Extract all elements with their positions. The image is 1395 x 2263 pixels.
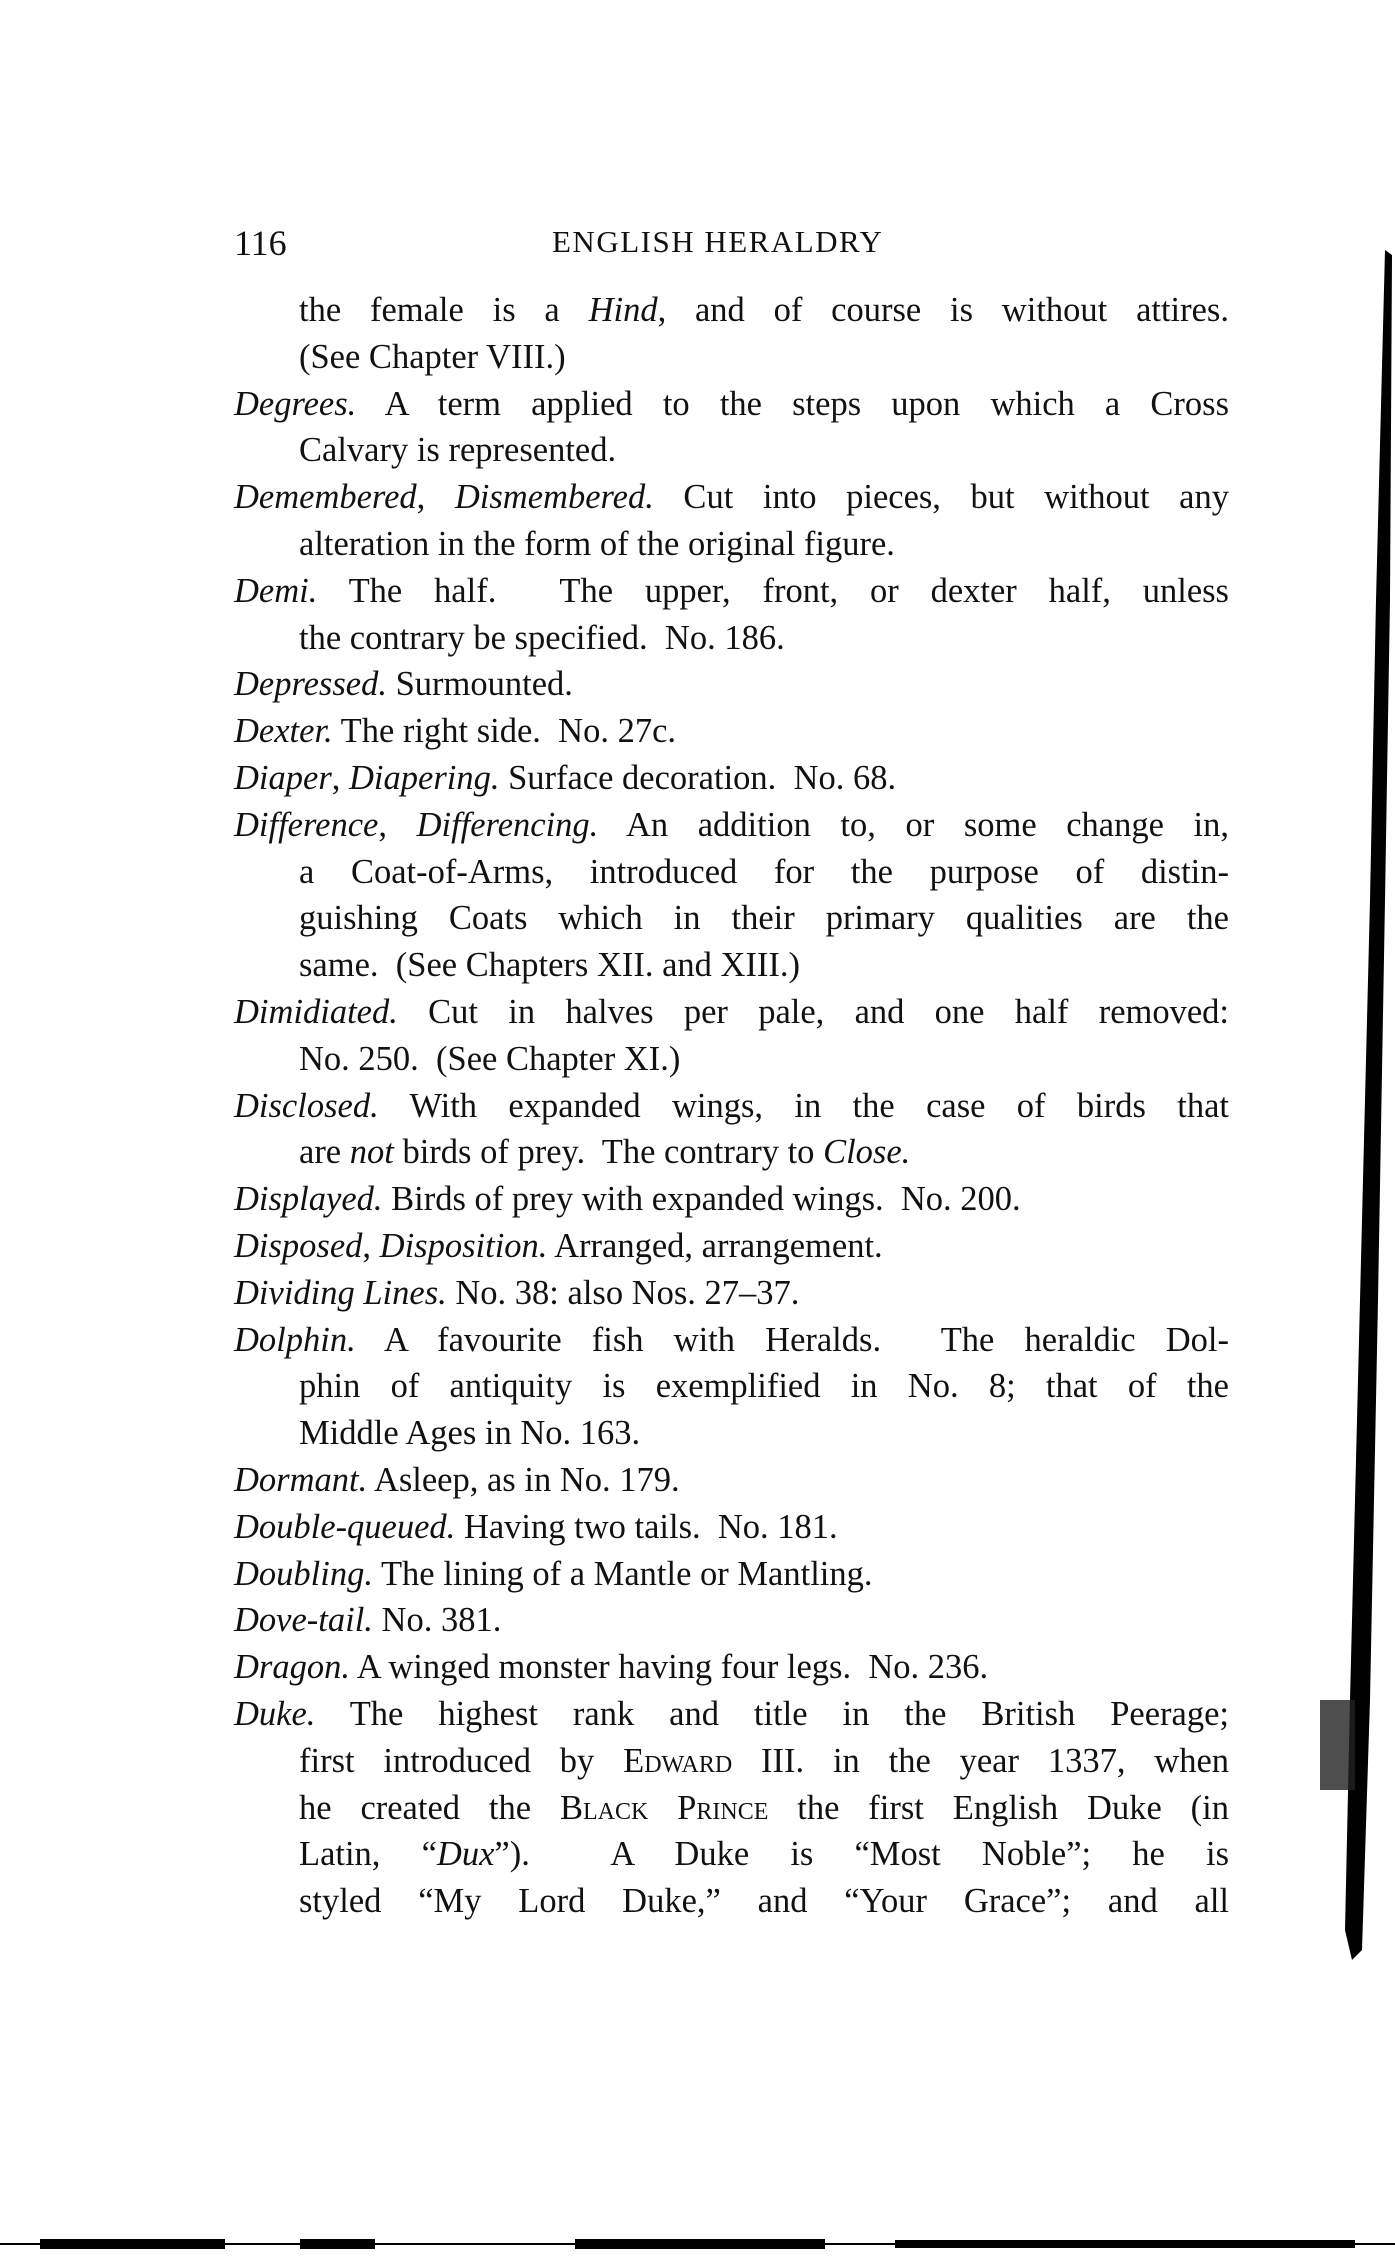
text-segment: alteration in the form of the original figure. [299,524,895,563]
glossary-entry [234,755,1229,802]
italic-term: Dexter. [234,712,333,751]
text-segment: The lining of a Mantle or Mantling. [372,1554,873,1593]
text-segment: , and of course is without attires. [657,291,1229,329]
text-line [234,1083,1229,1130]
italic-term: Dragon. [234,1648,350,1687]
text-segment: A winged monster having four legs. No. 236. [349,1648,989,1687]
text-line [234,1878,1229,1925]
text-segment: The highest rank and title in the British Peerage; [315,1694,1229,1733]
italic-term: Close. [823,1133,911,1172]
text-segment: , [331,758,349,797]
glossary-entry [234,1176,1229,1223]
italic-term: not [349,1133,394,1172]
glossary-entry [234,1317,1229,1457]
text-segment: the first English Duke (in [768,1788,1229,1827]
text-segment: An addition to, or some change in, [598,805,1229,844]
text-segment: Birds of prey with expanded wings. No. 200. [382,1180,1021,1219]
text-segment: No. 38: also Nos. 27–37. [446,1273,800,1312]
text-segment: Calvary is represented. [299,431,617,470]
text-segment: Cut in halves per pale, and one half removed: [397,992,1229,1031]
italic-term: Dormant. [234,1460,368,1499]
glossary-entry [234,381,1229,475]
text-line [234,427,1229,474]
text-segment: The half. The upper, front, or dexter half, unless [317,571,1229,610]
text-line [234,1317,1229,1364]
text-line [234,334,1229,381]
text-segment: Latin, “ [299,1835,437,1874]
text-segment: Arranged, arrangement. [547,1226,883,1265]
text-line [234,1738,1229,1785]
text-segment: Surmounted. [386,665,573,704]
text-segment: No. 250. (See Chapter XI.) [299,1039,681,1078]
text-line [234,381,1229,428]
glossary-entry [234,1644,1229,1691]
text-segment: Black Prince [559,1788,769,1827]
text-segment: With expanded wings, in the case of birds that [378,1086,1229,1125]
italic-term: Displayed. [234,1180,383,1219]
italic-term: Diapering. [349,758,500,797]
text-segment: Asleep, as in No. 179. [367,1460,680,1499]
glossary-entry [234,708,1229,755]
italic-term: Disclosed. [234,1086,379,1125]
text-segment: phin of antiquity is exemplified in No. 8; that of the [299,1367,1229,1406]
text-line [234,755,1229,802]
page-edge-blot [1320,1700,1355,1790]
text-line [234,1691,1229,1738]
text-segment: first introduced by [299,1741,624,1780]
text-line [234,1597,1229,1644]
italic-term: Dove-tail. [234,1601,373,1640]
glossary-entry [234,1504,1229,1551]
text-segment: same. (See Chapters XII. and XIII.) [299,946,801,985]
text-segment: , [362,1226,380,1265]
text-segment: are [299,1133,350,1172]
text-line [234,1129,1229,1176]
italic-term: Double-queued. [234,1507,456,1546]
text-line [234,661,1229,708]
text-segment: ”). A Duke is “Most Noble”; he is [494,1835,1230,1874]
text-segment: he created the [299,1788,560,1827]
text-segment: a Coat-of-Arms, introduced for the purpose of distin- [299,852,1229,891]
text-segment: styled “My Lord Duke,” and “Your Grace”; and all [299,1882,1229,1921]
glossary-entry [234,989,1229,1083]
text-segment: Surface decoration. No. 68. [499,758,897,797]
text-segment: (See Chapter VIII.) [299,337,566,376]
italic-term: Dux [436,1835,495,1874]
text-segment: birds of prey. The contrary to [393,1133,824,1172]
text-line [234,942,1229,989]
glossary-body [234,287,1229,1925]
text-line [234,1457,1229,1504]
glossary-entry [234,1083,1229,1177]
text-line [234,521,1229,568]
text-segment: guishing Coats which in their primary qualities are the [299,899,1229,938]
text-line [234,1410,1229,1457]
glossary-entry [234,1691,1229,1925]
italic-term: Dimidiated. [234,992,398,1031]
text-segment: The right side. No. 27c. [332,712,677,751]
text-line [234,1785,1229,1832]
italic-term: Difference [234,805,379,844]
text-line [234,1504,1229,1551]
glossary-entry [234,802,1229,989]
text-line [234,287,1229,334]
italic-term: Diaper [234,758,332,797]
text-segment: III. in the year 1337, when [732,1741,1230,1780]
italic-term: Doubling. [234,1554,373,1593]
text-line [234,849,1229,896]
text-segment: Middle Ages in No. 163. [299,1414,641,1453]
page-number: 116 [234,223,287,263]
text-line [234,1551,1229,1598]
text-segment: Having two tails. No. 181. [455,1507,838,1546]
text-line [234,474,1229,521]
text-segment: the female is a [299,291,589,329]
italic-term: Disposition. [379,1226,548,1265]
running-title: ENGLISH HERALDRY [552,224,884,259]
italic-term: Demembered [234,478,417,517]
text-segment: Cut into pieces, but without any [653,478,1229,517]
text-segment: , [378,805,417,844]
text-segment: the contrary be specified. No. 186. [299,618,785,657]
italic-term: Depressed. [234,665,387,704]
text-line [234,708,1229,755]
text-segment: A favourite fish with Heralds. The heraldic Dol- [355,1320,1229,1359]
italic-term: Dividing Lines. [234,1273,447,1312]
italic-term: Hind [588,291,658,329]
text-segment: , [416,478,455,517]
glossary-entry [234,568,1229,662]
glossary-entry [234,1597,1229,1644]
text-line [234,802,1229,849]
italic-term: Demi. [234,571,318,610]
italic-term: Dismembered. [454,478,654,517]
glossary-entry [234,474,1229,568]
text-line [234,1363,1229,1410]
page-header [234,222,1229,272]
text-line [234,1644,1229,1691]
text-line [234,895,1229,942]
text-line [234,1270,1229,1317]
text-line [234,989,1229,1036]
text-line [234,1036,1229,1083]
text-line [234,1831,1229,1878]
italic-term: Disposed [234,1226,363,1265]
text-line [234,1176,1229,1223]
glossary-entry [234,287,1229,381]
glossary-entry [234,1551,1229,1598]
italic-term: Dolphin. [234,1320,356,1359]
text-segment: A term applied to the steps upon which a Cross [356,384,1229,423]
italic-term: Differencing. [416,805,599,844]
glossary-entry [234,1270,1229,1317]
text-line [234,615,1229,662]
italic-term: Degrees. [234,384,357,423]
text-segment: Edward [623,1741,733,1780]
text-line [234,568,1229,615]
glossary-entry [234,661,1229,708]
text-line [234,1223,1229,1270]
glossary-entry [234,1223,1229,1270]
italic-term: Duke. [234,1694,316,1733]
text-segment: No. 381. [372,1601,502,1640]
bottom-edge-line [0,2243,1395,2245]
glossary-entry [234,1457,1229,1504]
